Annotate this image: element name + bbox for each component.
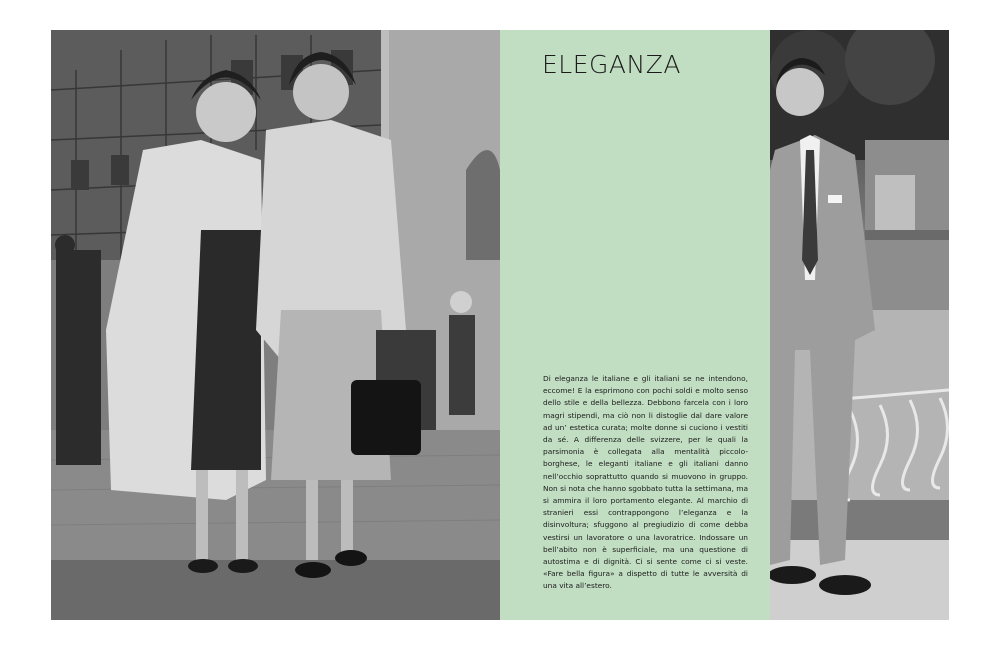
page-title: ELEGANZA	[542, 50, 681, 79]
text-panel	[500, 30, 770, 620]
book-spread	[51, 30, 949, 620]
photo-two-women-illustration	[51, 30, 500, 620]
photo-young-man	[770, 30, 949, 620]
photo-two-women	[51, 30, 500, 620]
body-paragraph: Di eleganza le italiane e gli italiani se ne intendono, eccome! E la esprimono con pochi soldi e molto senso dello stile e della bellezza. Debbono farcela con i loro magri stipendi, ma ciò non li distoglie dal dare valore ad un’ estetica curata; molte donne si cuciono i vestiti da sé. A differenza delle svizzere, per le quali la parsimonia è collegata alla mentalità piccolo-borghese, le eleganti italiane e gli italiani danno nell’occhio soprattutto quando si muovono in gruppo. Non si nota che hanno sgobbato tutta la settimana, ma si ammira il loro portamento elegante. Al marchio di stranieri essi contrappongono l’eleganza e la disinvoltura; sfuggono al pregiudizio di come debba vestirsi un lavoratore o una lavoratrice. Indossare un bell’abito non è superficiale, ma una questione di autostima e di dignità. Ci si sente come ci si veste. «Fare bella figura» a dispetto di tutte le avversità di una vita all’estero.	[543, 374, 748, 591]
photo-young-man-illustration	[770, 30, 949, 620]
